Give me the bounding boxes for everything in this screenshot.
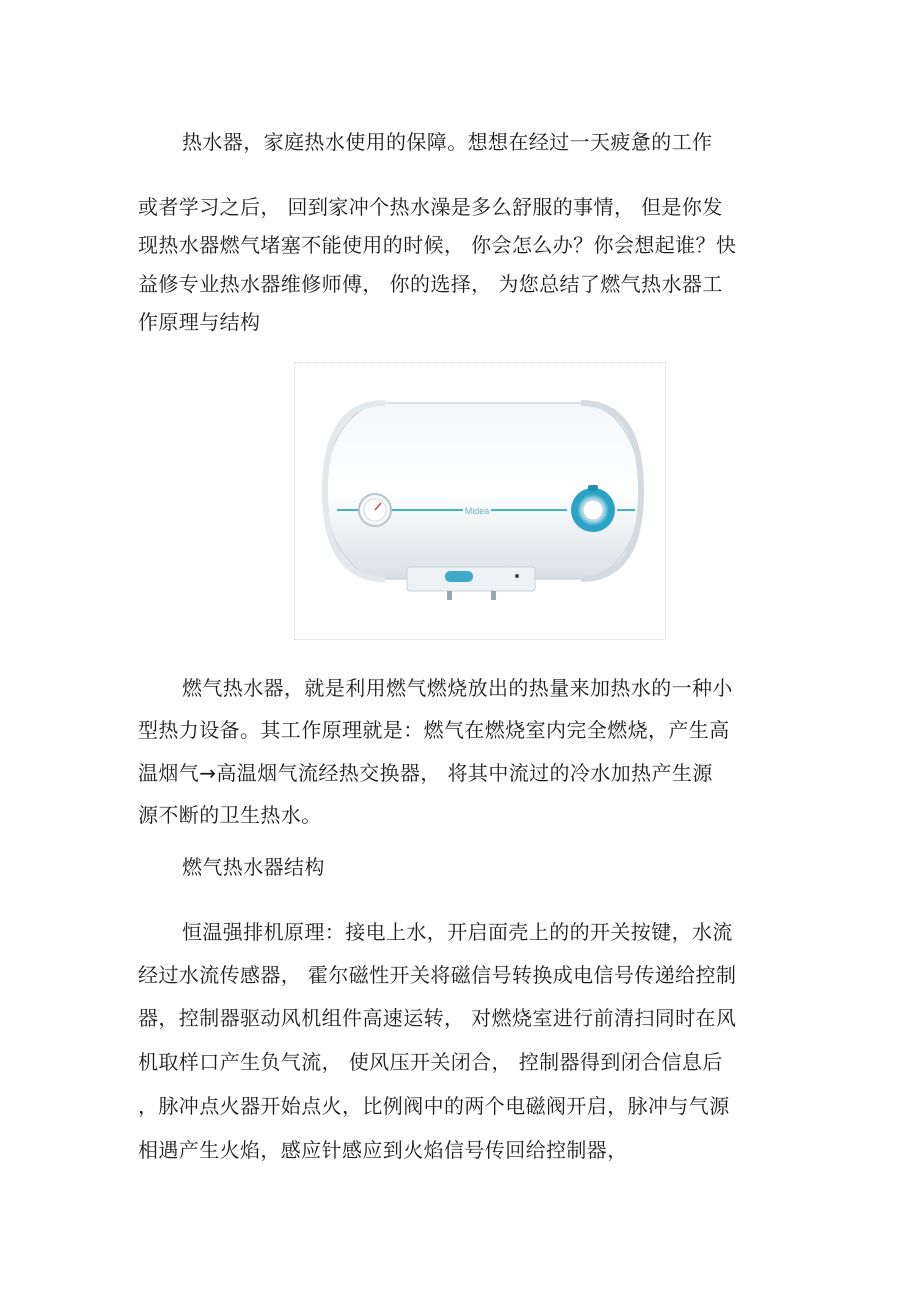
intro-line-4: 益修专业热水器维修师傅， 你的选择， 为您总结了燃气热水器工 (138, 272, 723, 296)
exhaust-line-3: 器，控制器驱动风机组件高速运转， 对燃烧室进行前清扫同时在风 (138, 1006, 737, 1030)
intro-line-1: 热水器，家庭热水使用的保障。想想在经过一天疲惫的工作 (182, 130, 713, 154)
temperature-gauge-icon (359, 494, 391, 526)
structure-heading: 燃气热水器结构 (182, 855, 325, 879)
principle-line-1: 燃气热水器，就是利用燃气燃烧放出的热量来加热水的一种小 (182, 676, 733, 700)
intro-line-2: 或者学习之后， 回到家冲个热水澡是多么舒服的事情， 但是你发 (138, 195, 723, 219)
principle-line-4: 源不断的卫生热水。 (138, 803, 322, 827)
principle-line-3: 温烟气→高温烟气流经热交换器， 将其中流过的冷水加热产生源 (138, 761, 713, 785)
intro-line-3: 现热水器燃气堵塞不能使用的时候， 你会怎么办？你会想起谁？快 (138, 233, 737, 257)
pipe-left (447, 591, 452, 600)
brand-logo: Midea (464, 506, 490, 516)
exhaust-line-2: 经过水流传感器， 霍尔磁性开关将磁信号转换成电信号传递给控制 (138, 963, 737, 987)
exhaust-line-4: 机取样口产生负气流， 使风压开关闭合， 控制器得到闭合信息后 (138, 1050, 723, 1074)
exhaust-line-6: 相遇产生火焰，感应针感应到火焰信号传回给控制器， (138, 1138, 628, 1162)
pipe-right (491, 591, 496, 600)
control-box-label (445, 571, 473, 582)
intro-line-5: 作原理与结构 (138, 310, 261, 334)
principle-line-2: 型热力设备。其工作原理就是：燃气在燃烧室内完全燃烧，产生高 (138, 718, 730, 742)
exhaust-line-1: 恒温强排机原理：接电上水，开启面壳上的的开关按键，水流 (182, 920, 733, 944)
water-heater-image (294, 362, 666, 640)
exhaust-line-5: ，脉冲点火器开始点火，比例阀中的两个电磁阀开启，脉冲与气源 (138, 1094, 730, 1118)
